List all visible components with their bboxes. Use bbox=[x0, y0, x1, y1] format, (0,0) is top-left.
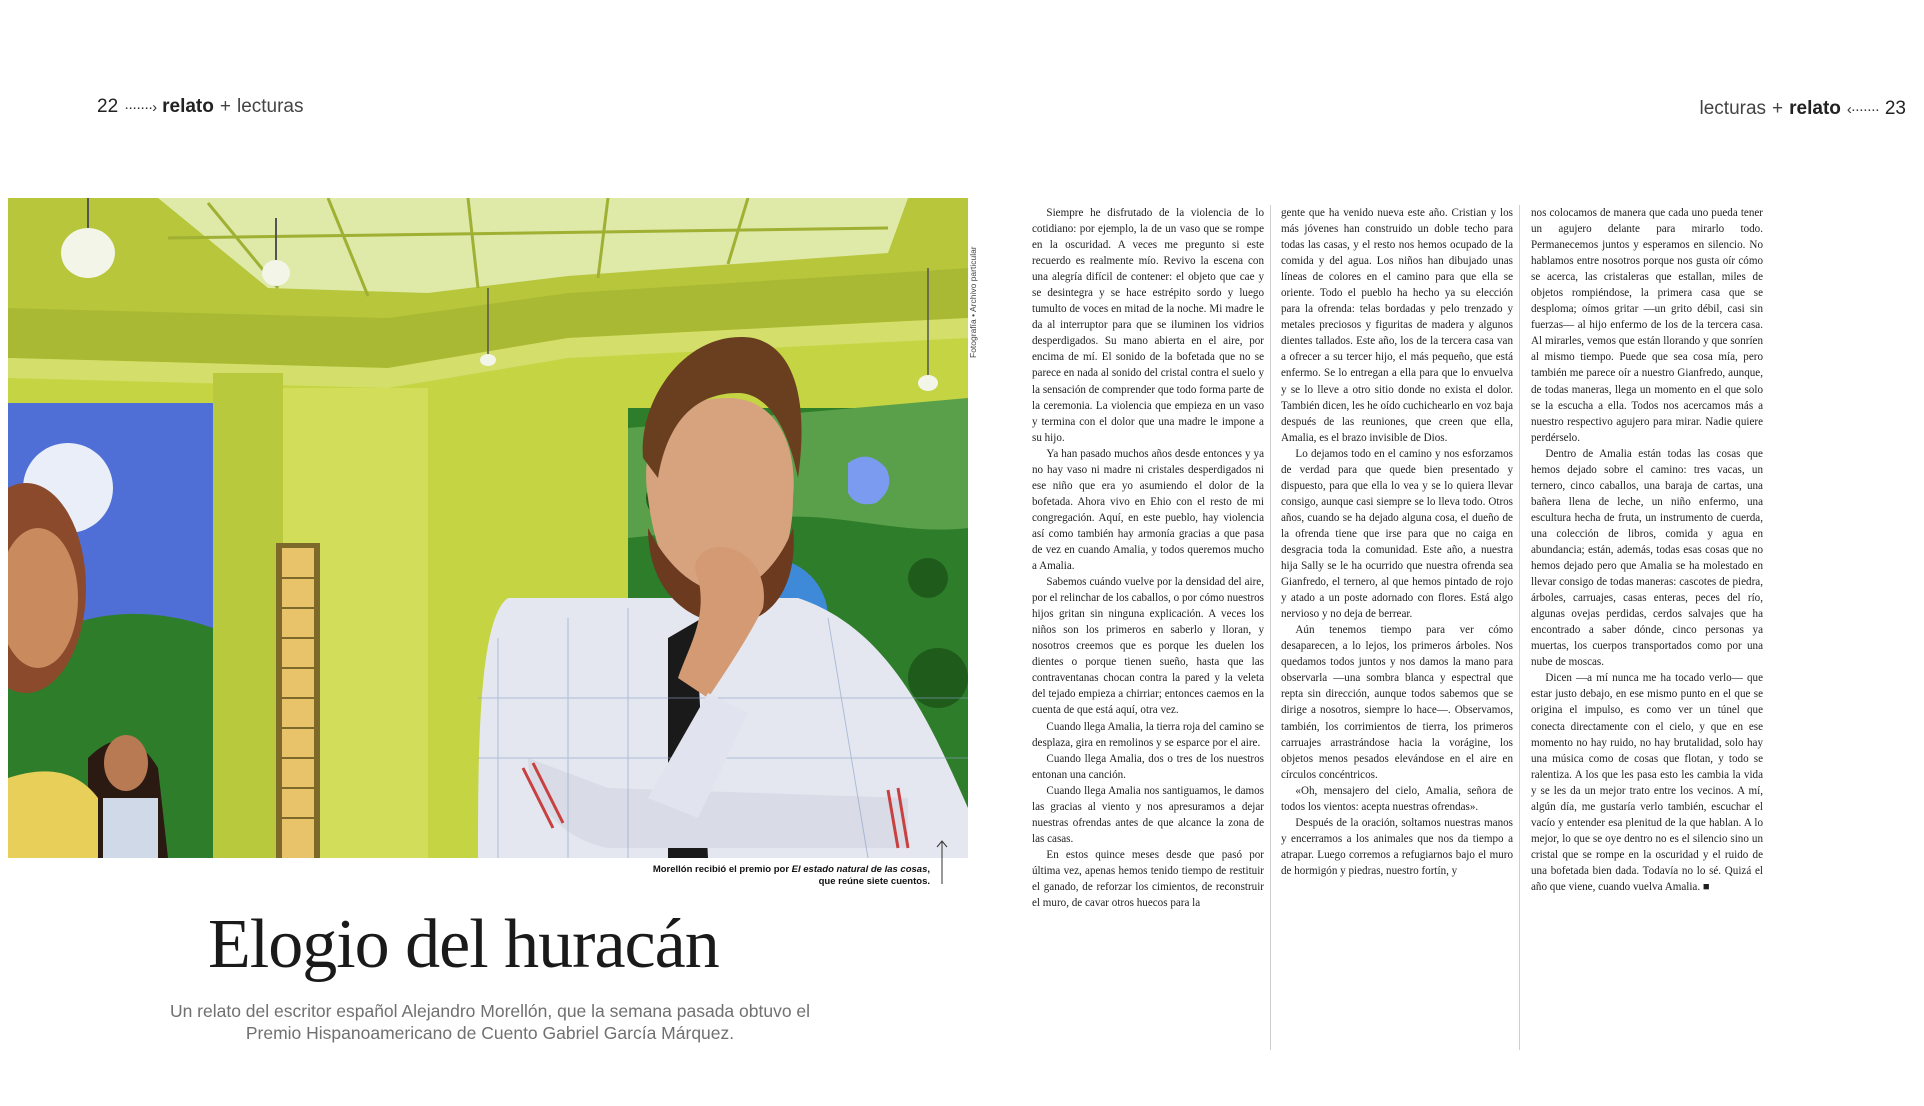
body-paragraph: Ya han pasado muchos años desde entonces y ya no hay vaso ni madre ni cristales desperdigados ni ese niño que era yo asumiendo el dolor de la bofetada. Ahora vivo en Ehio con el resto de mi congregación. Aquí, en este pueblo, hay violencia así como también hay armonía gracias a que pasa de vez en cuando Amalia, y todos queremos mucho a Amalia. bbox=[1032, 447, 1264, 573]
page-number-right: 23 bbox=[1884, 98, 1906, 119]
subsection-label-left: lecturas bbox=[236, 96, 304, 117]
photo-credit: Fotografía • Archivo particular bbox=[968, 246, 978, 358]
subsection-label-right: lecturas bbox=[1699, 98, 1767, 119]
author-photo bbox=[8, 198, 968, 858]
caption-lead: Morellón recibió el premio por bbox=[652, 864, 790, 875]
body-paragraph: Después de la oración, soltamos nuestras manos y encerramos a los animales que nos da tiempo a atrapar. Luego corremos a refugiarnos bajo el muro de hormigón y piedras, nuestro fortín, y bbox=[1281, 816, 1513, 877]
body-paragraph: Cuando llega Amalia, la tierra roja del camino se desplaza, gira en remolinos y se esparce por el aire. bbox=[1032, 720, 1264, 749]
photo-caption bbox=[640, 864, 930, 888]
section-label-right: relato bbox=[1789, 98, 1841, 119]
body-column-1 bbox=[1032, 205, 1264, 1050]
column-rule bbox=[1270, 205, 1271, 1050]
body-column-3 bbox=[1531, 205, 1763, 1050]
body-paragraph: «Oh, mensajero del cielo, Amalia, señora de todos los vientos: acepta nuestras ofrendas». bbox=[1281, 784, 1513, 813]
dotted-arrow-right-icon: ·······› bbox=[124, 98, 157, 116]
body-paragraph: Dentro de Amalia están todas las cosas que hemos dejado sobre el camino: tres vacas, un ternero, cinco caballos, una baraja de cartas, una bañera llena de leche, un niño enfermo, una escultura hecha de fruta, un instrumento de cuerda, una colección de libros, comida y agua en abundancia; están, además, todas esas cosas que no hemos dejado pero que Amalia se ha molestado en llevar consigo de todas maneras: cascotes de piedra, árboles, carruajes, casas enteras, peces del río, algunas ovejas perdidas, cerdos salvajes que ha encontrado a saber dónde, cinco personas ya muertas, los cuerpos transportados como por una nube de moscas. bbox=[1531, 447, 1763, 669]
body-paragraph: Aún tenemos tiempo para ver cómo desaparecen, a lo lejos, los primeros árboles. Nos quedamos todos juntos y nos damos la mano para observarla —una sombra blanca y espectral que repta sin dirección, aunque todos sabemos que se dirige a nosotros, siempre lo hace—. Observamos, también, los corrimientos de tierra, los primeros carruajes arrastrándose hacia la vorágine, los objetos menos pesados elevándose en el aire en círculos concéntricos. bbox=[1281, 624, 1513, 781]
plus-sign-left: + bbox=[219, 96, 231, 117]
body-paragraph: Siempre he disfrutado de la violencia de lo cotidiano: por ejemplo, la de un vaso que se rompe en la oscuridad. A veces me pregunto si este recuerdo es realmente mío. Revivo la escena con una alegría difícil de contener: el objeto que cae y se desintegra y se hace estrépito sordo y luego tumulto de voces en mitad de la noche. Mi madre le da al interruptor para que se iluminen los vidrios desperdigados. Su mano abierta en el aire, por encima de mí. El sonido de la bofetada que no se parece en nada al sonido del cristal contra el suelo y la sensación de comprender que todo forma parte de la ceremonia. La violencia que empieza en un vaso y termina con el dolor que una madre le impone a su hijo. bbox=[1032, 207, 1264, 444]
body-paragraph: nos colocamos de manera que cada uno pueda tener un agujero delante para mirarlo todo. Permanecemos juntos y esperamos en silencio. No hablamos entre nosotros porque nos gusta oír cómo se acerca, las cristaleras que estallan, miles de objetos rompiéndose, la primera casa que se desploma; oímos gritar —un grito débil, casi sin fuerzas— al hijo enfermo de los de la tercera casa. Al mirarles, vemos que están llorando y que sonríen al mismo tiempo. Puede que sea cosa mía, pero también me parece oír a nuestro Gianfredo, aunque, de todas maneras, llega un momento en el que solo se la escucha a ella. Todos nos acercamos más a nuestro respectivo agujero para mirar. Nadie quiere perdérselo. bbox=[1531, 207, 1763, 444]
caption-arrow-up-icon bbox=[935, 838, 949, 884]
plus-sign-right: + bbox=[1772, 98, 1784, 119]
body-paragraph: Cuando llega Amalia, dos o tres de los nuestros entonan una canción. bbox=[1032, 752, 1264, 781]
body-paragraph: Dicen —a mí nunca me ha tocado verlo— que estar justo debajo, en ese mismo punto en el que se origina el impulso, es como ver un túnel que conecta directamente con el cielo, y que en ese momento no hay ruido, no hay brutalidad, solo hay una música como de cosas que flotan, y todo se ralentiza. A los que les pasa esto les cambia la vida y se les da un mejor trato entre los vecinos. A mí, algún día, me gustaría verlo también, escuchar el vacío y entender esa plenitud de la que hablan. A lo mejor, lo que se oye dentro no es el silencio sino un cristal que se rompe en la oscuridad y el ruido de una bofetada bien dada. Todavía no lo sé. Quizá el año que viene, cuando vuelva Amalia. ■ bbox=[1531, 672, 1763, 893]
folio-right bbox=[1700, 98, 1907, 120]
folio-left bbox=[97, 96, 304, 118]
column-rule bbox=[1519, 205, 1520, 1050]
section-label-left: relato bbox=[162, 96, 214, 117]
caption-tail: , que reúne siete cuentos. bbox=[818, 864, 930, 887]
body-paragraph: Cuando llega Amalia nos santiguamos, le damos las gracias al viento y nos apresuramos a dejar nuestras ofrendas antes de que alcance la zona de las casas. bbox=[1032, 784, 1264, 845]
standfirst: Un relato del escritor español Alejandro Morellón, que la semana pasada obtuvo el Premio Hispanoamericano de Cuento Gabriel García Márquez. bbox=[169, 1001, 811, 1043]
caption-book-title: El estado natural de las cosas bbox=[791, 864, 928, 875]
body-paragraph: En estos quince meses desde que pasó por última vez, apenas hemos tenido tiempo de restituir el ganado, de reforzar los cimientos, de reconstruir el muro, de cavar otros huecos para la bbox=[1032, 848, 1264, 910]
dotted-arrow-left-icon: ‹······· bbox=[1846, 100, 1879, 118]
page-number-left: 22 bbox=[97, 96, 119, 117]
body-paragraph: Lo dejamos todo en el camino y nos esforzamos de verdad para que quede bien presentado y dispuesto, para que ella lo vea y se lo quiera llevar consigo, aunque casi siempre se lo lleva todo. Otros años, cuando se ha dejado alguna cosa, el dueño de la ofrenda tiene que irse para que no caiga en desgracia toda la comunidad. Este año, a nuestra hija Sally se le ha ocurrido que nuestra ofrenda sea Gianfredo, el ternero, al que hemos pintado de rojo y atado a un poste adornado con flores. Está algo nervioso y no deja de berrear. bbox=[1281, 447, 1513, 621]
body-paragraph: Sabemos cuándo vuelve por la densidad del aire, por el relinchar de los caballos, o por cómo nuestros hijos gritan sin ninguna explicación. A veces los niños son los primeros en saberlo y lloran, y nosotros creemos que es porque les duelen los dientes o porque tienen sueño, hasta que las contraventanas chocan contra la pared y la veleta del tejado empieza a chirriar; entonces caemos en la cuenta de que está aquí, otra vez. bbox=[1032, 576, 1264, 717]
headline: Elogio del huracán bbox=[208, 906, 719, 983]
body-paragraph: gente que ha venido nueva este año. Cristian y los más jóvenes han construido un doble techo para todas las casas, y el resto nos hemos ocupado de la comida y del agua. Los niños han dibujado unas líneas de colores en el camino para que ella se oriente. Todo el pueblo ha hecho ya su elección para la ofrenda: telas bordadas y pelo trenzado y metales preciosos y figuritas de madera y algunos dientes tallados. Este año, los de la tercera casa van a ofrecer a su tercer hijo, el más pequeño, que está enfermo. Se lo entregan a ella para que lo envuelva y se lo lleve a otro sitio donde no exista el dolor. También dicen, les he oído cuchichearlo en voz baja después de las reuniones, que creen que ella, Amalia, es el brazo invisible de Dios. bbox=[1281, 207, 1513, 444]
body-column-2 bbox=[1281, 205, 1513, 1050]
